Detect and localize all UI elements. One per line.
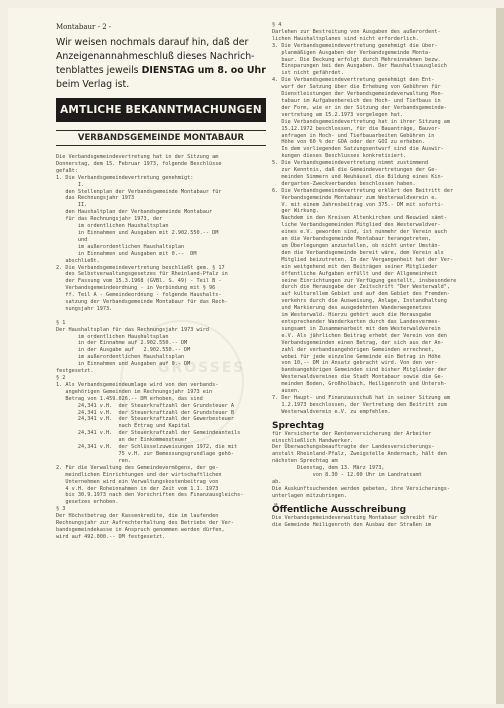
page-header: Montabaur - 2 - [56,23,112,31]
page-edge-strip [496,8,504,704]
public-tender-text: Die Verbandsgemeindeverwaltung Montabaur schreibt für die Gemeinde Heiligenroth den Ausbau der Straßen im [272,514,438,528]
sprechtag-text: für Versicherte der Rentenversicherung der Arbeiter einschließlich Handwerker. Der Überwachungsbeauftragte der Landesversicherungs- anstalt Rheinland-Pfalz, Zweigstelle Andernach, hält den nächsten Sprechtag am Dienstag, dem 13. März 1973, von 8.30 - 12.00 Uhr im Landratsamt ab. Die Auskunftsuchenden werden gebeten, ihre Versicherungs- unterlagen mitzubringen. [272,430,451,499]
notice-deadline: DIENSTAG um 8. oo Uhr [141,65,266,76]
public-tender-heading: Öffentliche Ausschreibung [272,504,407,515]
notice-line: Anzeigenannahmeschluß dieses Nachrich- [56,51,255,62]
notice-text: tenblattes jeweils [56,65,142,76]
official-announcements-banner: AMTLICHE BEKANNTMACHUNGEN [56,98,266,122]
watermark-text: GROSSES [158,360,246,376]
sprechtag-heading: Sprechtag [272,420,325,431]
council-resolutions-text: Die Verbandsgemeindevertretung hat in der Sitzung am Donnerstag, dem 15. Februar 1973, folgende Beschlüsse gefaßt: 1. Die Verbandsgemeindevertretung genehmigt: I. den Stellenplan der Verbandsgemeinde Montabaur für das Rechnungsjahr 1973 II. den Haushaltplan der Verbandsgemeinde Montabaur für das Rechnungsjahr 1973, der im ordentlichen Haushaltsplan in Einnahmen und Ausgaben mit 2.902.550.-- DM und im außerordentlichen Haushaltsplan in Einnahmen und Ausgaben mit 0.-- DM abschließt. 2. Die Verbandsgemeindevertretung beschließt gem. § 17 des Selbstverwaltungsgesetzes für Rheinland-Pfalz in der Fassung vom 15.3.1968 (GVBl. S. 49) - Teil B - Verbandsgemeindeordnung - in Verbindung mit § 96 ff. Teil A - Gemeindeordnung - folgende Haushalts- satzung der Verbandsgemeinde Montabaur für das Rech- nungsjahr 1973. § 1 Der Haushaltsplan für das Rechnungsjahr 1973 wird im ordentlichen Haushaltsplan in der Einnahme auf 2.902.550.-- DM in der Ausgabe auf 2.902.550.-- DM im außerordentlichen Haushaltsplan in Einnahmen und Ausgaben auf 0.- DM festgesetzt. § 2 1. Als Verbandsgemeindeumlage wird von den verbands- angehörigen Gemeinden im Rechnungsjahr 1973 ein Betrag von 1.459.026.-- DM erhoben, das sind 24,341 v.H. der Steuerkraftzahl der Grundsteuer A 24,341 v.H. der Steuerkraftzahl der Grundsteuer B 24,341 v.H. der Steuerkraftzahl der Gewerbesteuer nach Ertrag und Kapital 24,341 v.H. der Steuerkraftzahl der Gemeindeanteils an der Einkommensteuer 24,341 v.H. der Schlüsselzuweisungen 1972, die mit 75 v.H. zur Bemessungsgrundlage gehö- ren. 2. Für die Verwaltung des Gemeindevermögens, der ge- meindlichen Einrichtungen und der wirtschaftlichen Unternehmen wird ein Verwaltungskostenbeitrag von 4 v.H. der Roheinnahmen in der Zeit vom 1.1. 1973 bis 30.9.1973 nach den Vorschriften des Finanzausgleichs- gesetzes erhoben. § 3 Der Höchstbetrag der Kassenkredite, die im laufenden Rechnungsjahr zur Aufrechterhaltung des Betriebs der Ver- bandsgemeindekasse in Anspruch genommen werden dürfen, wird auf 492.000.-- DM festgesetzt. [56,154,244,540]
left-column [56,22,266,541]
notice-line: beim Verlag ist. [56,79,130,90]
notice-line [56,64,266,78]
section-title: VERBANDSGEMEINDE MONTABAUR [56,130,266,146]
council-resolutions-continued-text: § 4 Darlehen zur Bestreitung von Ausgaben des außerordent- lichen Haushaltsplanes sind nicht erforderlich. 3. Die Verbandsgemeindevertretung genehmigt die über- planmäßigen Ausgaben der Verbandsgemeinde Monta- baur. Die Deckung erfolgt durch Mehreinnahmen bezw. Einsparungen bei den Ausgaben. Der Haushaltsausgleich ist nicht gefährdet. 4. Die Verbandsgemeindevertretung genehmigt den Ent- wurf der Satzung über die Erhebung von Gebühren für Dienstleistungen der Verbandsgemeindeverwaltung Mon- tabaur im Aufgabenbereich des Hoch- und Tiefbaus in der Form, wie er in der Sitzung der Verbandsgemeinde- vertretung am 15.2.1973 vorgelegen hat. Die Verbandsgemeindevertretung hat in ihrer Sitzung am 15.12.1972 beschlossen, für die Bauanträge, Bauvor- anfragen in Hoch- und Tiefbauarbeiten Gebühren in Höhe von 60 % der GOA oder der GOI zu erheben. In dem vorliegenden Satzungsentwurf sind die Auswir- kungen dieses Beschlusses konkretisiert. 5. Die Verbandsgemeindevertretung nimmt zustimmend zur Kenntnis, daß die Gemeindevertretungen der Ge- meinden Simmern und Neuhäusel die Bildung eines Kin- dergarten-Zweckverbandes beschlossen haben. 6. Die Verbandsgemeindevertretung erklärt den Beitritt der Verbandsgemeinde Montabaur zum Westerwaldverein e. V. mit einem Jahresbeitrag von 375.- DM mit soforti- ger Wirkung. Nachdem in den Kreisen Altenkirchen und Neuwied sämt- liche Verbandsgemeinden Mitglied des Westerwaldver- eines e.V. geworden sind, ist nunmehr der Verein auch an die Verbandsgemeinde Montabaur herangetreten, um Überlegungen anzustellen, ob nicht unter Umstän- den die Verbandsgemeinde bereit wäre, dem Verein als Mitglied beizutreten. In der Vergangenheit hat der Ver- ein weitgehend mit den Beiträgen seiner Mitglieder öffentliche Aufgaben erfüllt und der Allgemeinheit seine Einrichtungen zur Verfügung gestellt, insbesondere durch die Herausgabe der Zeitschrift "Der Westerwald", auf kulturellem Gebiet und auf dem Gebiet des Fremden- verkehrs durch die Ausweisung, Anlage, Instandhaltung und Markierung des ausgedehnten Wanderwegenetzes im Westerwald. Hierzu gehört auch die Herausgabe entsprechender Wanderkarten durch das Landesvermes- sungsamt in Zusammenarbeit mit dem Westerwaldverein e.V. Als jährlichen Beitrag erhebt der Verein von den Verbandsgemeinden einen Betrag, der sich aus der An- zahl der verbandsangehörigen Gemeinden errechnet, wobei für jede einzelne Gemeinde ein Betrag in Höhe von 10,-- DM in Ansatz gebracht wird. Von den ver- bandsangehörigen Gemeinden sind bisher Mitglieder der Westerwaldvereines die Stadt Montabaur sowie die Ge- meinden Boden, Großholbach, Heiligenroth und Untersh- ausen. 7. Der Haupt- und Finanzausschuß hat in seiner Sitzung am 1.2.1973 beschlossen, der Vertretung den Beitritt zum Westerwaldverein e.V. zu empfehlen. [272,22,457,415]
notice-line: Wir weisen nochmals darauf hin, daß der [56,37,249,48]
advertising-deadline-notice [56,36,266,92]
right-column [272,22,486,529]
